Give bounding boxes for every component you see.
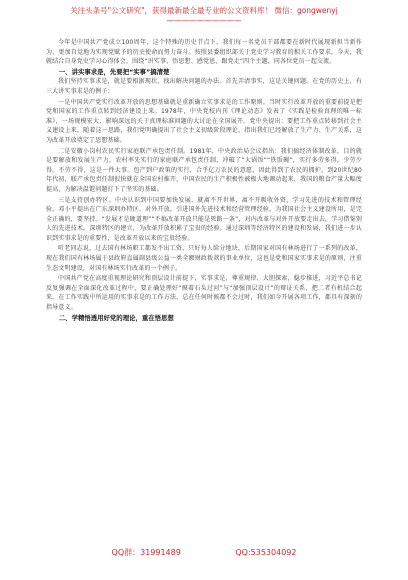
watermark-footer <box>0 548 408 558</box>
footer-qq-number: QQ:535304092 <box>235 548 297 557</box>
watermark-header <box>0 6 408 26</box>
header-promo-text: 关注头条号"公文研究"，获得最新最全最专业的公文资料库！ 微信：gongwenyj <box>70 6 338 15</box>
body-paragraph: 二是安徽小岗村农民实行家庭联产承包责任制。1981年，中央政治局会议指出：我们搞经济体制改革，目的就是要解放和发展生产力。农村率先实行的家庭联产承包责任制，冲破了“大锅饭”“铁饭碗”，实行多劳多得，少劳少得。不劳不得，这是一件大事。包产到户政策的实行，合乎亿万农民的意愿，因此得到了农民的拥护。到20世纪80年代初，联产承包责任制很快就在全国农村推开，中国农民的生产积极性被极大地调动起来，我国的粮食产量大幅度提高，为解决温饱问题打下了坚实的基础。 <box>46 147 362 193</box>
section-heading: 一、讲实事求是，先要把“实事”搞清楚 <box>58 67 170 76</box>
header-divider: —————————— <box>166 16 242 25</box>
section-heading: 二、学精悟透用好党的理论，重在悟思想 <box>58 313 174 322</box>
body-paragraph: 听老同志说，过去国有林场职工都发不出工资，只好每人给分地块，后期国家对国有林场进行了一系列的改革，现在我们国有林场属于县政府直属副县级公益一类全额财政拨款的事业单位，这也是党和国家实事求是的原则，注重生态文明建设，对国有林场实行改革的一个例子。 <box>46 245 362 272</box>
body-paragraph: 我们坚持实事求是，就是要根据现状，找出解决问题的办法。首先弄清事实，这是关键问题。在党的历史上，有三大讲实事求是的例子： <box>46 78 362 95</box>
footer-qq-group: QQ群：31991489 <box>111 548 181 557</box>
body-paragraph: 今年是中国共产党成立100周年，这个特殊的历史节点下，我们每一名党员干部都要在新时代展现新担当新作为，更加自觉地为实现党赋予的历史使命而努力奋斗。按照县委组织部关于党史学习教育的相关工作要求，今天，我就结合自身党史学习心得体会，围绕“讲实事、悟思想、感党恩、跟党走”四个主题，同各位党员一起交流。 <box>46 39 362 66</box>
document-body <box>46 38 362 540</box>
body-paragraph: 三是支持创办特区。中央认识到中国要加快发展，就离不开世界，离不开吸收外资、学习先进的技术和管理经验。邓小平提出在广东深圳办特区，对外开放，引进国外先进技术和经营管理经验，为我国社会主义建设所用，是完全正确的，要坚持。“发展才是硬道理”“不搞改革开放只能是死路一条”，对内改革与对外开放要走出去，学习借鉴别人的先进技术。深圳特区的建立，为改革开放积累了宝贵的经验。通过深圳等经济特区的建设和发展，我们进一步认识到实事求是的重要性，是改革开放以来的宝贵经验。 <box>46 196 362 242</box>
body-paragraph: 中国共产党在高度重视理论研究和顶层设计前提下，实事求是，尊重规律、大胆探索，稳步推进，习近平总书记反复强调在全面深化改革过程中，要正确处理好“摸着石头过河”与“加强顶层设计”的辩证关系，把二者有机结合起来。在工作实践中所运用的实事求是的工作方法，总在任何时候都不会过时，我们如今开展各项工作，都具有深刻的指导意义。 <box>46 275 362 312</box>
body-paragraph: 一是中国共产党实行改革开放的思想基础就是重新确立实事求是的工作原则。当时实行改革开放的重要前提是把党和国家的工作重点转到经济建设上来。1978年，中央党校内刊《理论动态》发表了《实践是检验真理的唯一标准》，一场规模宏大、影响深远的关于真理标准问题的大讨论在全国展开。党中央提出：要把工作重点转移到社会主义建设上来，随着这一思路，我们党明确提出了社会主义初级阶段理论，指出我们已经解放了生产力、生产关系，这为改革开放奠定了思想基础。 <box>46 98 362 144</box>
